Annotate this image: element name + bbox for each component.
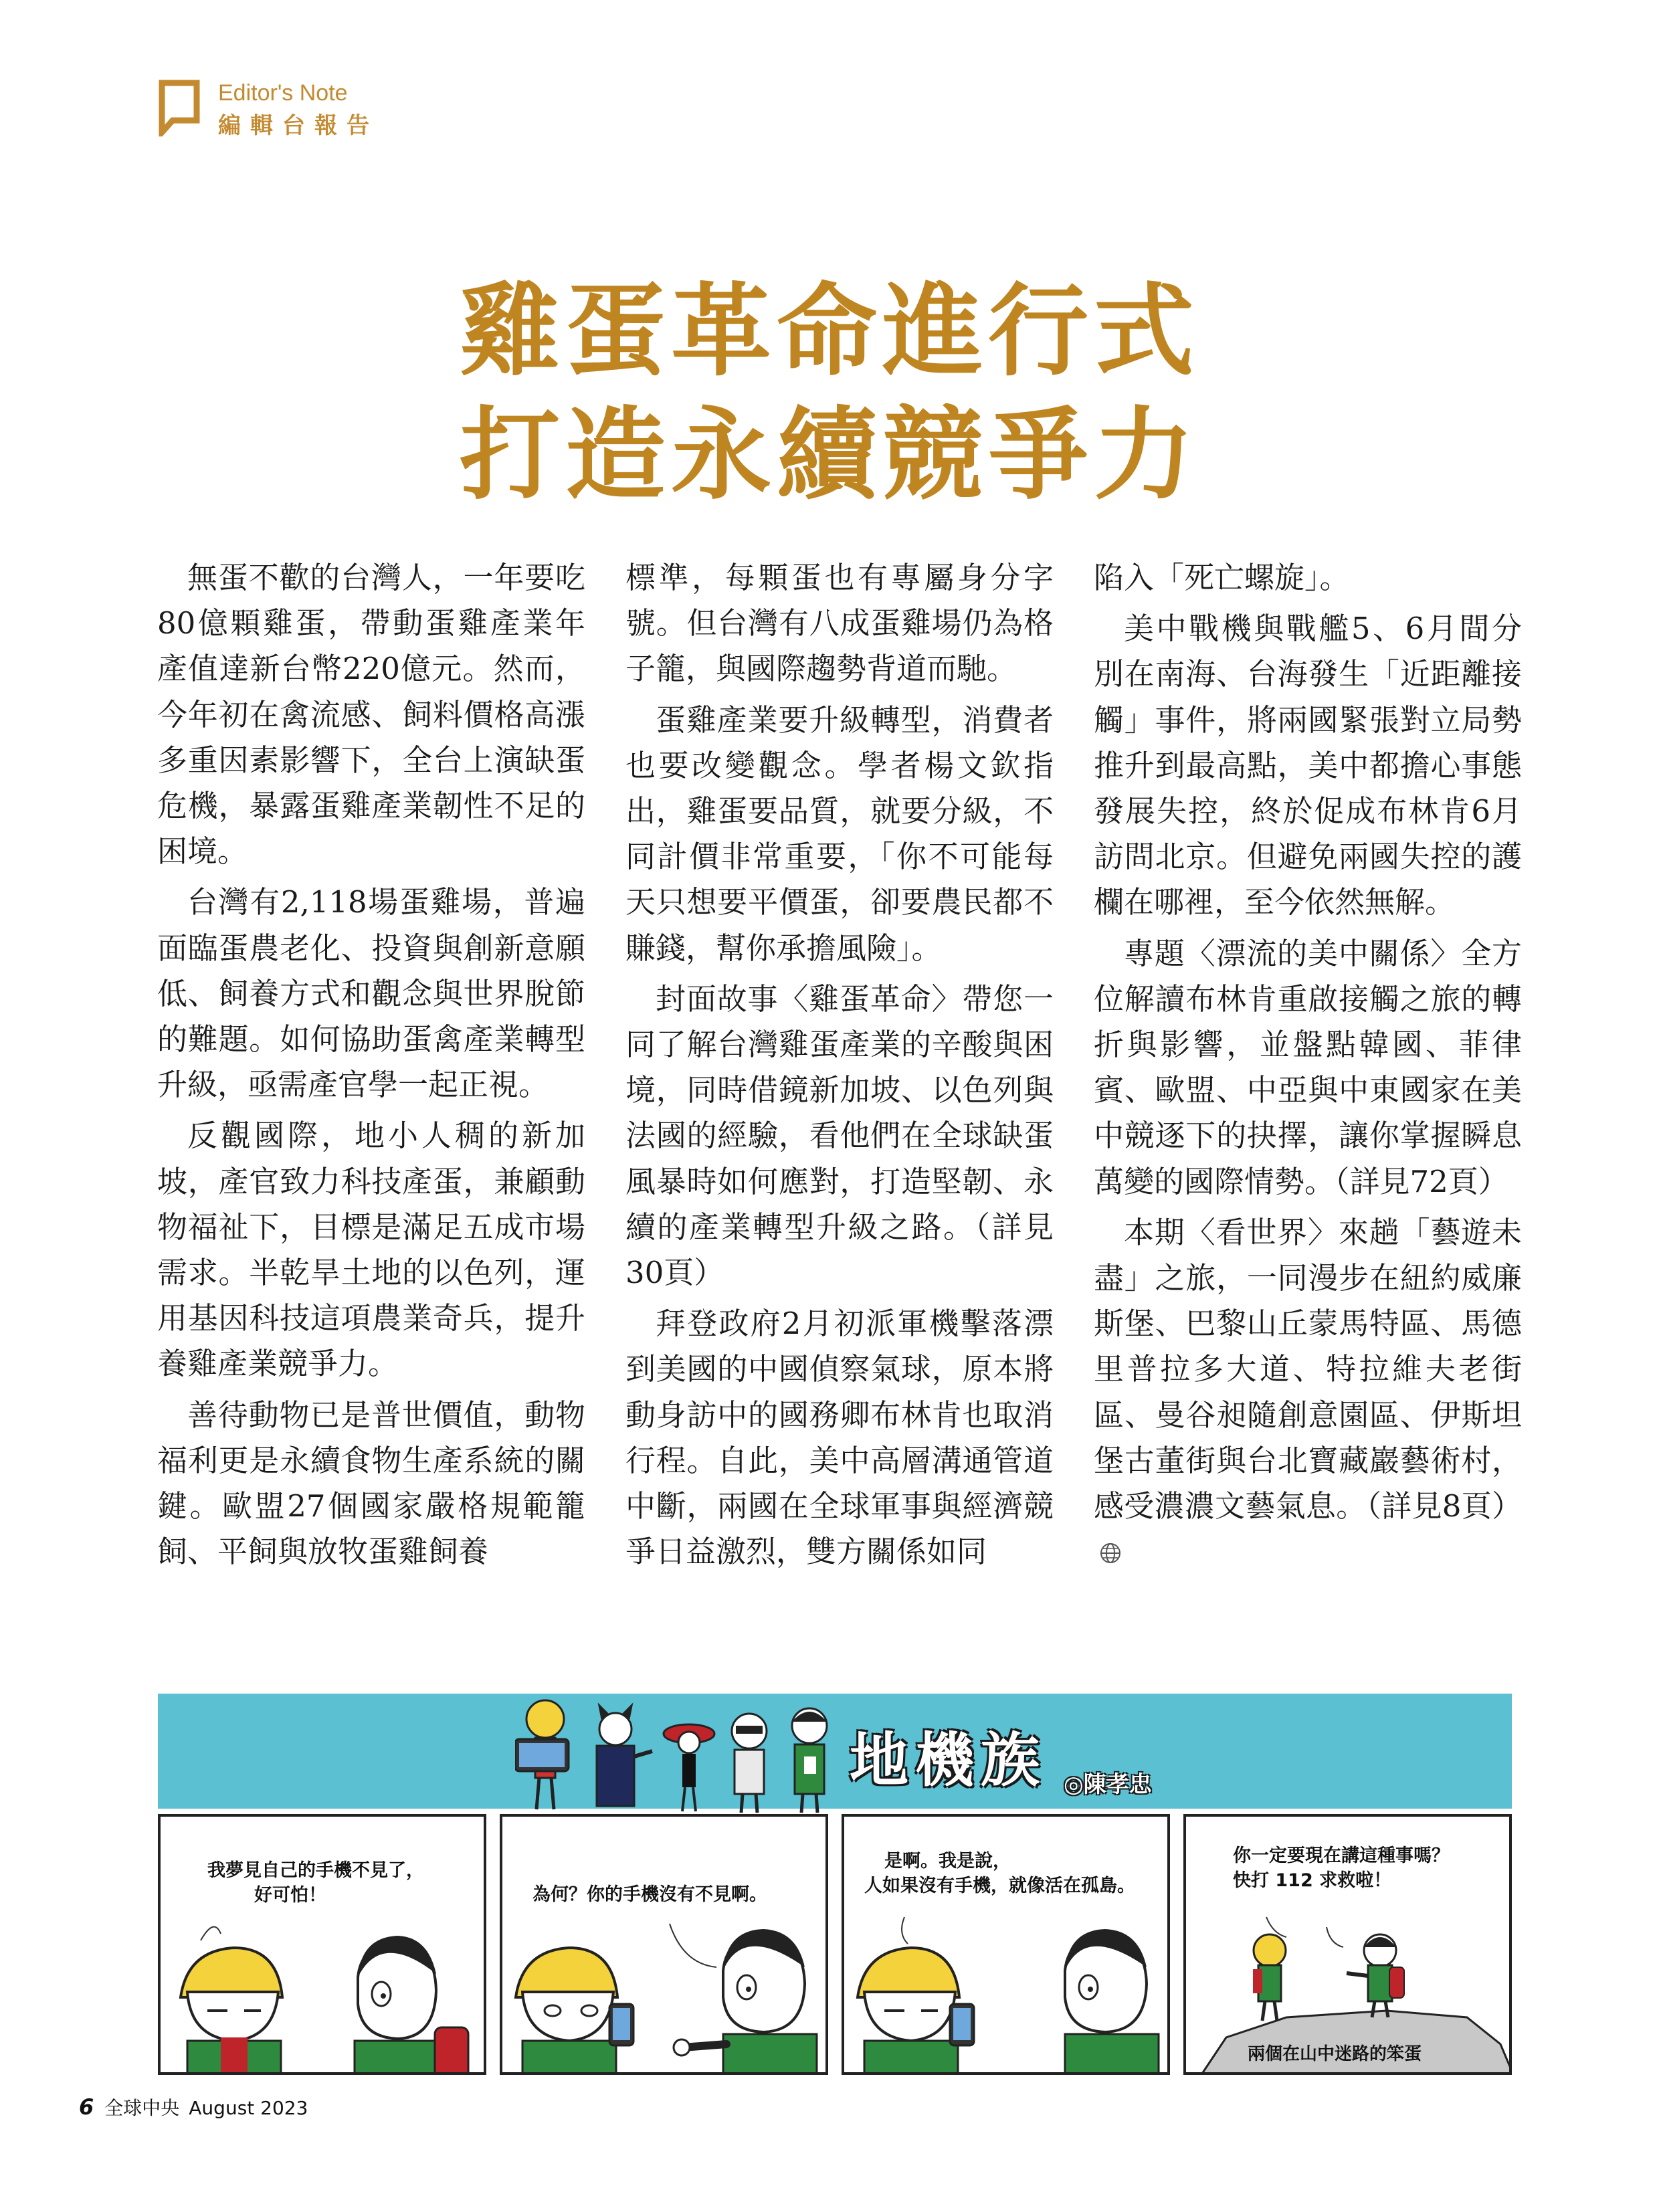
- comic-title: 地機族: [850, 1726, 1047, 1795]
- paragraph: 陷入「死亡螺旋」。: [1094, 560, 1350, 595]
- paragraph: [1094, 1210, 1522, 1575]
- headline-line-2: 打造永續競爭力: [459, 396, 1199, 514]
- issue-date: August 2023: [189, 2097, 308, 2119]
- comic-caption: 兩個在山中迷路的笨蛋: [1248, 2044, 1422, 2064]
- paragraph: 台灣有2,118場蛋雞場，普遍面臨蛋農老化、投資與創新意願低、飼養方式和觀念與世界脫節的難題。如何協助蛋禽產業轉型升級，亟需產官學一起正視。: [157, 884, 585, 1103]
- comic-panel-1-art: [161, 1817, 486, 2075]
- article-column-2: [625, 555, 1054, 1575]
- speech-bubble-text: [532, 1882, 767, 1907]
- speech-line: 快打 112 求救啦！: [1233, 1870, 1392, 1891]
- section-label-zh: 編輯台報告: [218, 112, 379, 139]
- speech-line: 你一定要現在講這種事嗎？: [1233, 1845, 1450, 1866]
- comic-panel-2-art: [502, 1817, 828, 2075]
- comic-author: ◎陳孝忠: [1064, 1771, 1152, 1798]
- paragraph: 善待動物已是普世價值，動物福利更是永續食物生產系統的關鍵。歐盟27個國家嚴格規範籠飼、平飼與放牧蛋雞飼養: [157, 1397, 585, 1570]
- paragraph: 標準，每顆蛋也有專屬身分字號。但台灣有八成蛋雞場仍為格子籠，與國際趨勢背道而馳。: [625, 560, 1054, 687]
- speech-bubble-text: [1233, 1843, 1450, 1893]
- section-label-en: Editor's Note: [218, 80, 348, 106]
- headline-line-1: 雞蛋革命進行式: [459, 272, 1199, 390]
- speech-line: 我夢見自己的手機不見了，: [207, 1860, 424, 1881]
- speech-line: 為何？你的手機沒有不見啊。: [532, 1884, 767, 1905]
- page-footer: [79, 2094, 308, 2120]
- page-number: 6: [79, 2094, 94, 2120]
- speech-bubble-icon: [158, 79, 201, 136]
- globe-icon: [1099, 1542, 1122, 1565]
- paragraph: 美中戰機與戰艦5、6月間分別在南海、台海發生「近距離接觸」事件，將兩國緊張對立局勢推升到最高點，美中都擔心事態發展失控，終於促成布林肯6月訪問北京。但避免兩國失控的護欄在哪裡，至今依然無解。: [1094, 611, 1522, 920]
- paragraph: 專題〈漂流的美中關係〉全方位解讀布林肯重啟接觸之旅的轉折與影響，並盤點韓國、菲律賓、歐盟、中亞與中東國家在美中競逐下的抉擇，讓你掌握瞬息萬變的國際情勢。（詳見72頁）: [1094, 935, 1522, 1199]
- speech-bubble-text: [207, 1858, 424, 1908]
- comic-characters-illustration: [515, 1692, 850, 1816]
- comic-panel-3: [842, 1814, 1170, 2075]
- speech-line: 好可怕！: [254, 1885, 326, 1906]
- paragraph: 蛋雞產業要升級轉型，消費者也要改變觀念。學者楊文欽指出，雞蛋要品質，就要分級，不同計價非常重要，「你不可能每天只想要平價蛋，卻要農民都不賺錢，幫你承擔風險」。: [625, 702, 1054, 966]
- comic-panel-1: [158, 1814, 486, 2075]
- paragraph: 拜登政府2月初派軍機擊落漂到美國的中國偵察氣球，原本將動身訪中的國務卿布林肯也取消行程。自此，美中高層溝通管道中斷，兩國在全球軍事與經濟競爭日益激烈，雙方關係如同: [625, 1306, 1054, 1570]
- paragraph: 反觀國際，地小人稠的新加坡，產官致力科技產蛋，兼顧動物福祉下，目標是滿足五成市場需求。半乾旱土地的以色列，運用基因科技這項農業奇兵，提升養雞產業競爭力。: [157, 1118, 585, 1382]
- speech-line: 是啊。我是說，: [884, 1851, 1011, 1872]
- paragraph: 無蛋不歡的台灣人，一年要吃80億顆雞蛋，帶動蛋雞產業年產值達新台幣220億元。然而，今年初在禽流感、飼料價格高漲多重因素影響下，全台上演缺蛋危機，暴露蛋雞產業韌性不足的困境。: [157, 560, 585, 870]
- paragraph: 封面故事〈雞蛋革命〉帶您一同了解台灣雞蛋產業的辛酸與困境，同時借鏡新加坡、以色列與法國的經驗，看他們在全球缺蛋風暴時如何應對，打造堅韌、永續的產業轉型升級之路。（詳見30頁）: [625, 981, 1054, 1291]
- comic-panel-2: [500, 1814, 828, 2075]
- speech-bubble-text: [864, 1849, 1135, 1898]
- speech-line: 人如果沒有手機，就像活在孤島。: [864, 1876, 1135, 1896]
- comic-panel-4: [1183, 1814, 1512, 2075]
- paragraph-text: 本期〈看世界〉來趟「藝遊未盡」之旅，一同漫步在紐約威廉斯堡、巴黎山丘蒙馬特區、馬德里普拉多大道、特拉維夫老街區、曼谷昶隨創意園區、伊斯坦堡古董街與台北寶藏巖藝術村，感受濃濃文藝氣息。（詳見8頁）: [1094, 1214, 1522, 1524]
- magazine-name: 全球中央: [104, 2097, 180, 2119]
- article-column-1: [157, 555, 585, 1575]
- article-column-3: [1094, 555, 1522, 1575]
